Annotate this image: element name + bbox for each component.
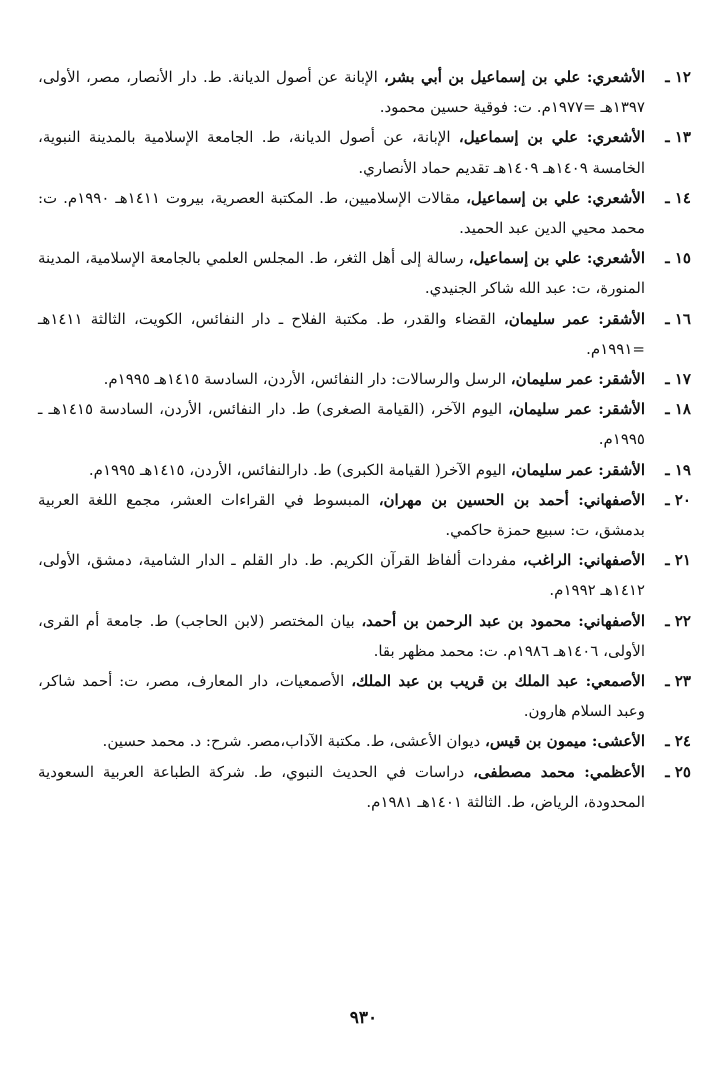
entry-body [38, 455, 645, 485]
entry-body [38, 364, 645, 394]
entry-details: ديوان الأعشى، ط. مكتبة الآداب،مصر. شرح: د. محمد حسين. [102, 732, 485, 751]
bibliography-entry [38, 394, 691, 454]
entry-number: ١٦ ـ [665, 309, 691, 328]
entry-body [38, 183, 645, 243]
entry-body [38, 666, 645, 726]
entry-number: ١٢ ـ [665, 68, 691, 86]
entry-body [38, 394, 645, 454]
entry-author: الأشقر: عمر سليمان، [508, 400, 645, 419]
entry-author: الأعشى: ميمون بن قيس، [484, 732, 645, 751]
entry-author: الأشعري: علي بن إسماعيل، [458, 128, 645, 147]
bibliography-entry [38, 666, 691, 726]
entry-number: ١٣ ـ [665, 128, 691, 147]
bibliography-entry [38, 545, 691, 605]
entry-details: المبسوط في القراءات العشر، مجمع اللغة العربية بدمشق، ت: سبيع حمزة حاكمي. [38, 490, 645, 540]
entry-number: ١٤ ـ [665, 188, 691, 207]
entry-details: دراسات في الحديث النبوي، ط. شركة الطباعة العربية السعودية المحدودة، الرياض، ط. الثالثة ١٤٠١هـ ١٩٨١م. [38, 762, 645, 811]
bibliography-entry [38, 122, 691, 182]
entry-number: ١٥ ـ [665, 249, 691, 268]
entry-details: القضاء والقدر، ط. مكتبة الفلاح ـ دار النفائس، الكويت، الثالثة ١٤١١هـ =١٩٩١م. [38, 309, 645, 358]
page-number: ٩٣٠ [349, 1008, 378, 1028]
bibliography-entry [38, 183, 691, 243]
entry-number: ٢٣ ـ [665, 672, 691, 691]
bibliography-entry [38, 606, 691, 666]
entry-author: الأشعري: علي بن إسماعيل، [466, 188, 646, 207]
entry-author: الأشقر: عمر سليمان، [503, 309, 646, 328]
bibliography-entry [38, 455, 691, 485]
entry-number: ١٨ ـ [665, 400, 691, 419]
entry-details: الإبانة عن أصول الديانة. ط. دار الأنصار، مصر، الأولى، ١٣٩٧هـ =١٩٧٧م. ت: فوقية حسين محمود. [38, 68, 645, 117]
entry-number: ١٧ ـ [665, 370, 691, 389]
entry-number: ٢١ ـ [665, 551, 691, 570]
entry-details: بيان المختصر (لابن الحاجب) ط. جامعة أم القرى، الأولى، ١٤٠٦هـ ١٩٨٦م. ت: محمد مظهر بقا. [38, 611, 645, 660]
entry-author: الأصفهاني: محمود بن عبد الرحمن بن أحمد، [361, 611, 645, 630]
entry-details: مقالات الإسلاميين، ط. المكتبة العصرية، بيروت ١٤١١هـ ١٩٩٠م. ت: محمد محيي الدين عبد الحميد. [38, 188, 645, 238]
entry-details: رسالة إلى أهل الثغر، ط. المجلس العلمي بالجامعة الإسلامية، المدينة المنورة، ت: عبد الله شاكر الجنيدي. [38, 249, 645, 298]
entry-body [38, 243, 645, 303]
entry-number: ٢٤ ـ [665, 732, 691, 751]
entry-details: مفردات ألفاظ القرآن الكريم. ط. دار القلم ـ الدار الشامية، دمشق، الأولى، ١٤١٢هـ ١٩٩٢م. [38, 551, 645, 600]
entry-details: الأصمعيات، دار المعارف، مصر، ت: أحمد شاكر، وعبد السلام هارون. [38, 672, 645, 721]
entry-author: الأشقر: عمر سليمان، [510, 460, 645, 479]
entry-body [38, 545, 645, 605]
entry-author: الأشقر: عمر سليمان، [510, 370, 645, 389]
entry-author: الأشعري: علي بن إسماعيل، [468, 249, 645, 268]
entry-number: ٢٢ ـ [665, 611, 691, 630]
entry-number: ٢٥ ـ [665, 762, 691, 781]
entry-details: اليوم الآخر، (القيامة الصغرى) ط. دار النفائس، الأردن، السادسة ١٤١٥هـ ـ ١٩٩٥م. [38, 400, 645, 449]
entry-author: الأصمعي: عبد الملك بن قريب بن عبد الملك، [351, 672, 646, 691]
entry-author: الأصفهاني: أحمد بن الحسين بن مهران، [378, 490, 645, 509]
entry-body [38, 606, 645, 666]
bibliography-entry [38, 304, 691, 364]
entry-body [38, 122, 645, 182]
entry-details: الرسل والرسالات: دار النفائس، الأردن، السادسة ١٤١٥هـ ١٩٩٥م. [103, 370, 511, 389]
entry-details: الإبانة، عن أصول الديانة، ط. الجامعة الإسلامية بالمدينة النبوية، الخامسة ١٤٠٩هـ ١٤٠٩هـ تقديم حماد الأنصاري. [38, 128, 645, 177]
entry-author: الأشعري: علي بن إسماعيل بن أبي بشر، [383, 68, 645, 86]
entry-body [38, 62, 645, 122]
entry-details: اليوم الآخر( القيامة الكبرى) ط. دارالنفائس، الأردن، ١٤١٥هـ ١٩٩٥م. [88, 460, 511, 479]
bibliography-entry [38, 726, 691, 756]
entry-body [38, 757, 645, 817]
entry-body [38, 485, 645, 545]
entry-body [38, 304, 645, 364]
bibliography-entry [38, 243, 691, 303]
entry-body [38, 726, 645, 756]
entry-number: ٢٠ ـ [665, 490, 691, 509]
bibliography-entry [38, 364, 691, 394]
entry-author: الأعظمي: محمد مصطفى، [473, 762, 645, 781]
entry-author: الأصفهاني: الراغب، [522, 551, 645, 570]
entry-number: ١٩ ـ [665, 460, 691, 479]
bibliography-entry [38, 757, 691, 817]
bibliography-entry [38, 62, 691, 122]
bibliography-entry [38, 485, 691, 545]
bibliography-list [38, 62, 691, 817]
